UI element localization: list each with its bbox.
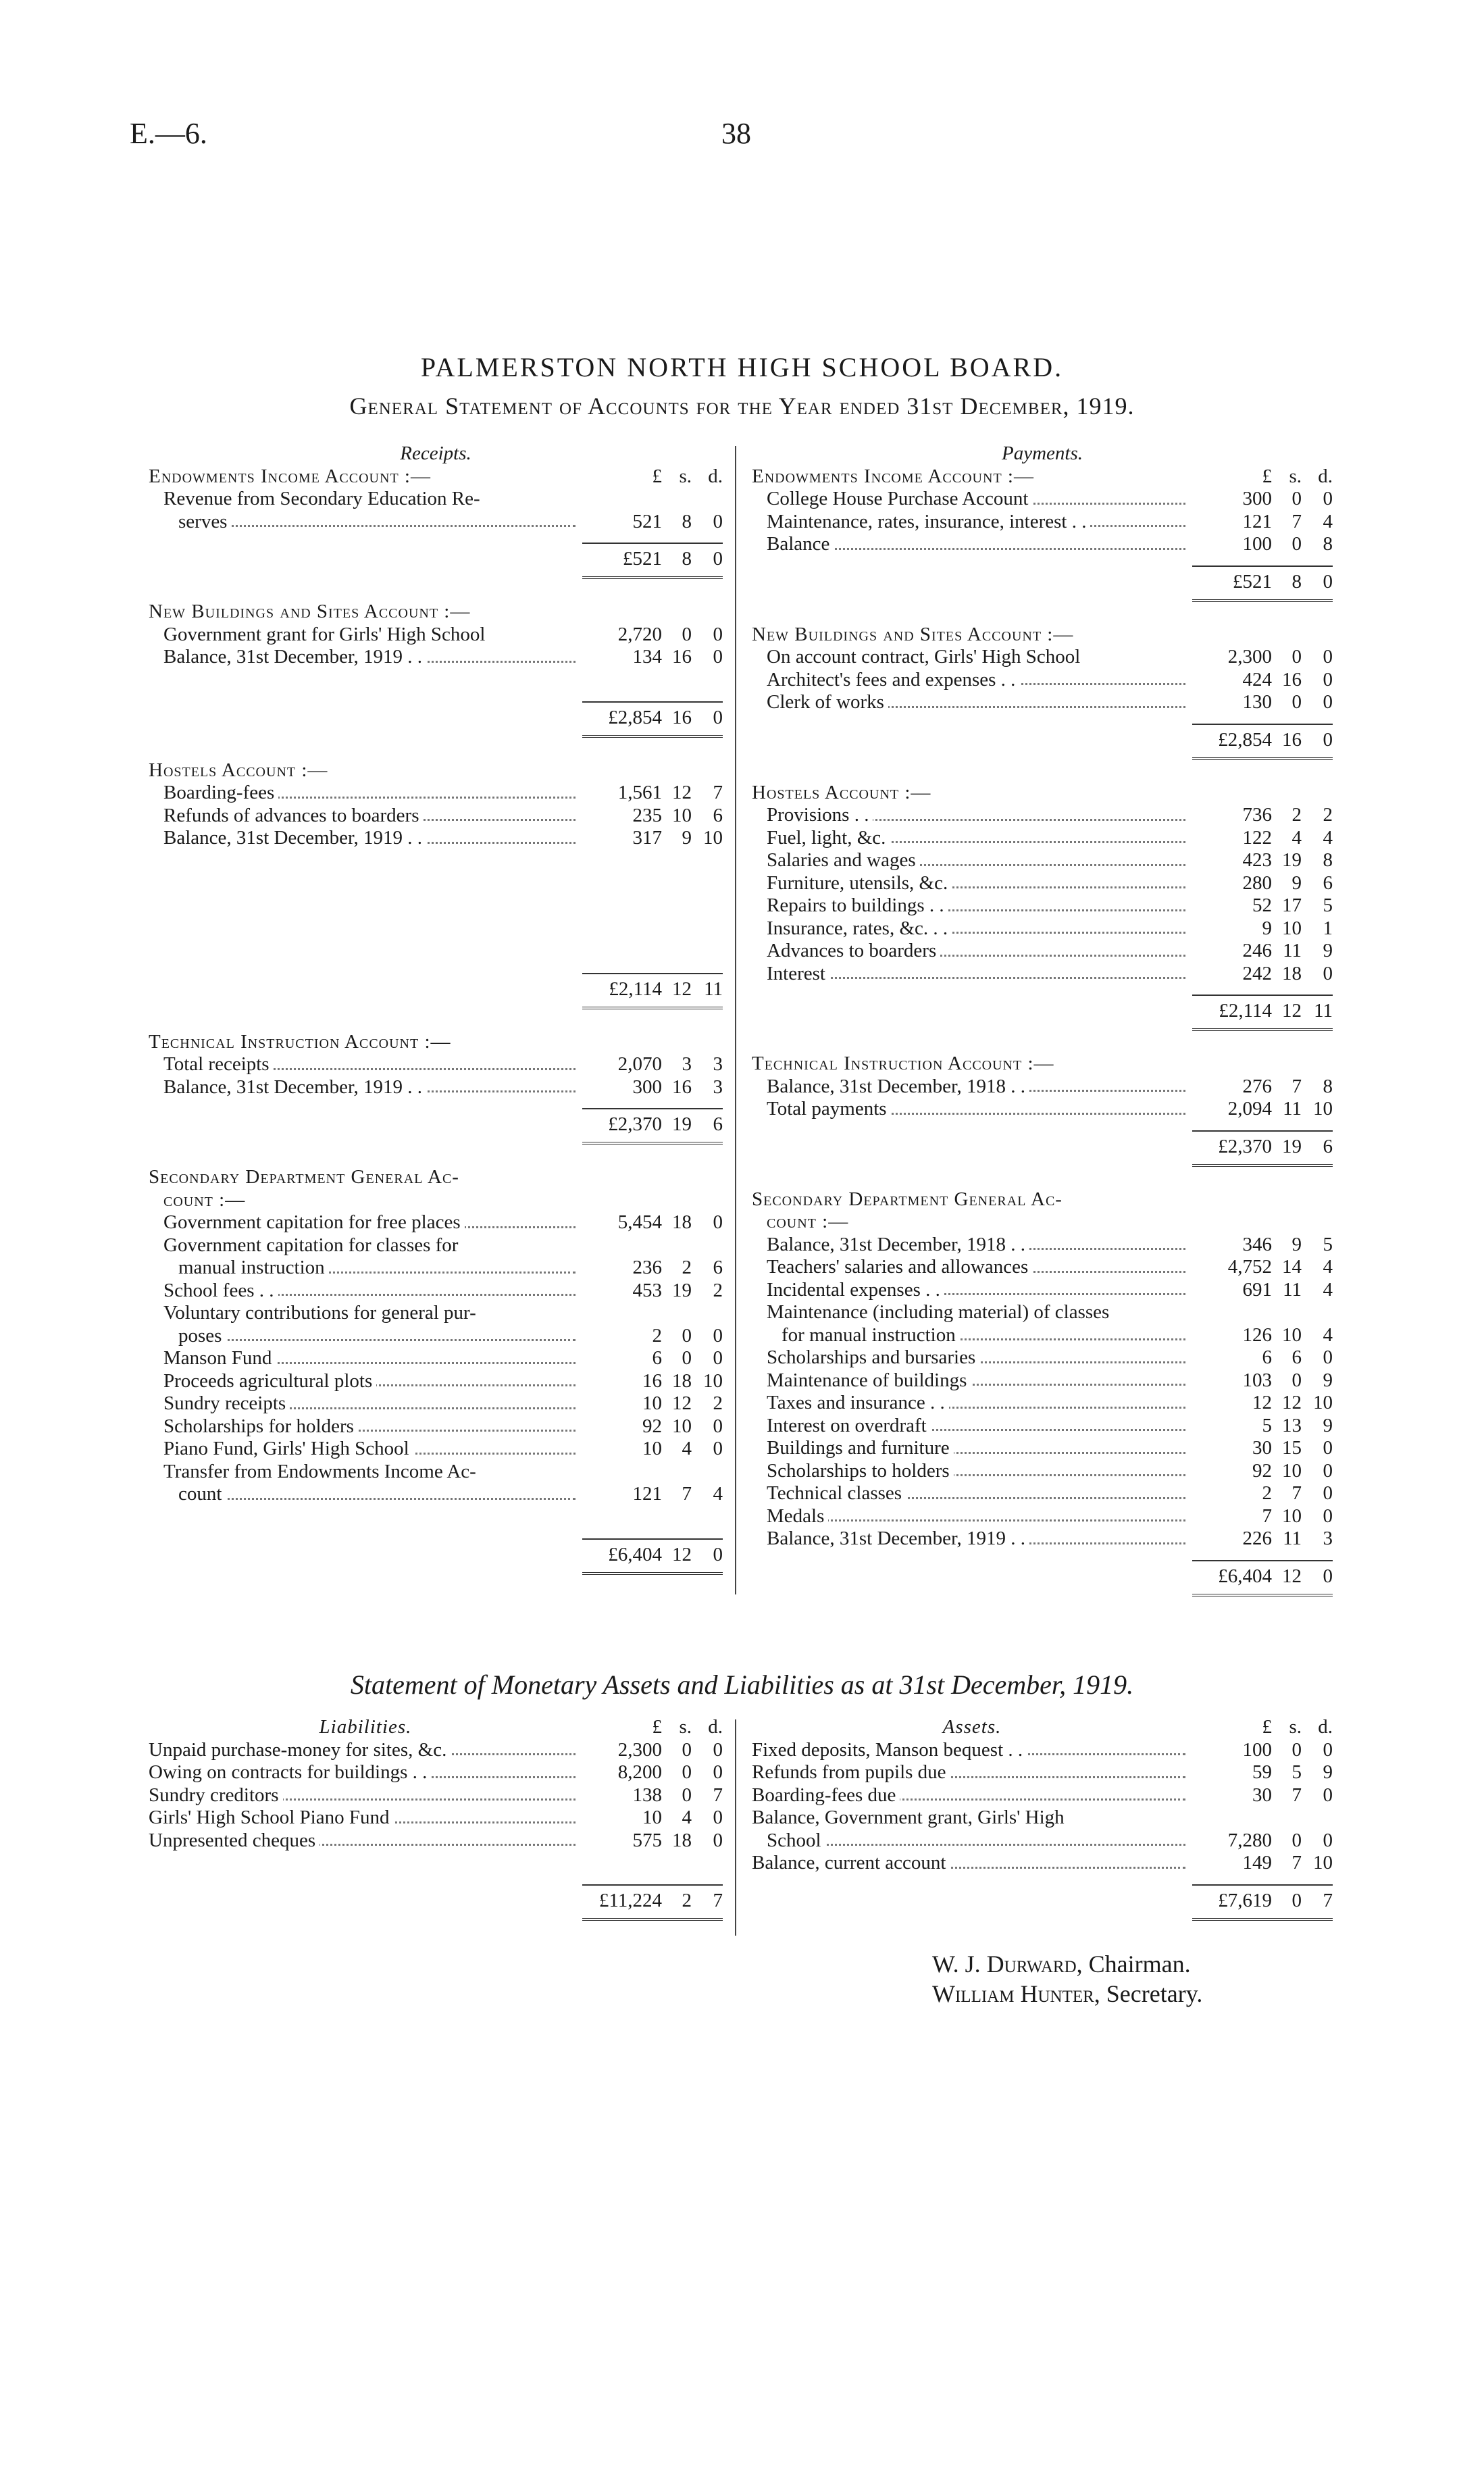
section-title-cont: count :— [767, 1211, 849, 1232]
payment-line [752, 669, 1333, 692]
receipt-line [149, 1347, 723, 1370]
line-amount: 92 10 0 [642, 1415, 723, 1437]
total-amount: £2,114 12 11 [1219, 1000, 1333, 1022]
pounds-heading: £ [1262, 465, 1272, 487]
line-amount: 2,720 0 0 [617, 623, 723, 645]
payments-column [752, 443, 1333, 1618]
payment-line [752, 1392, 1333, 1415]
line-amount: 6 0 0 [652, 1347, 723, 1369]
receipt-line [149, 1392, 723, 1415]
receipt-line [149, 827, 723, 850]
line-label: Revenue from Secondary Education Re- [163, 488, 582, 511]
line-amount: 276 7 8 [1242, 1075, 1333, 1097]
receipt-line [149, 1234, 723, 1257]
payment-line [752, 511, 1333, 534]
total-amount: £11,224 2 7 [598, 1890, 723, 1911]
payment-line [752, 1528, 1333, 1551]
line-amount: 130 0 0 [1242, 691, 1333, 713]
liabilities-heading: Liabilities. [319, 1716, 412, 1738]
asset-line [752, 1784, 1333, 1807]
secretary-name: William Hunter [932, 1980, 1094, 2007]
liability-line [149, 1830, 723, 1853]
line-label: Manson Fund [163, 1347, 582, 1370]
currency-headings [1192, 1716, 1333, 1739]
pounds-heading: £ [1262, 1716, 1272, 1738]
line-label: Technical classes [767, 1482, 1192, 1505]
line-amount: 7,280 0 0 [1227, 1829, 1333, 1851]
payments-heading: Payments. [1002, 443, 1083, 464]
line-label: Clerk of works [767, 691, 1192, 714]
line-label: Refunds from pupils due [752, 1761, 1192, 1784]
line-amount: 4,752 14 4 [1227, 1256, 1333, 1278]
shillings-heading: s. [1289, 465, 1302, 487]
line-label: Teachers' salaries and allowances [767, 1256, 1192, 1279]
line-label: Boarding-fees due [752, 1784, 1192, 1807]
line-amount: 134 16 0 [632, 646, 723, 668]
chairman-name: W. J. Durward [932, 1951, 1077, 1978]
section-title: New Buildings and Sites Account :— [752, 623, 1074, 645]
shillings-heading: s. [679, 465, 692, 487]
receipt-line [149, 1302, 723, 1325]
chairman-signature [932, 1949, 1202, 1979]
line-label: Incidental expenses . . [767, 1279, 1192, 1302]
line-label: Balance [767, 533, 1192, 556]
line-amount: 575 18 0 [632, 1829, 723, 1851]
line-amount: 235 10 6 [632, 804, 723, 826]
receipt-line [149, 1053, 723, 1076]
pounds-heading: £ [652, 1716, 662, 1738]
line-amount: 2,300 0 0 [617, 1738, 723, 1761]
section-total [149, 692, 723, 759]
line-label: poses [178, 1325, 582, 1348]
line-amount: 52 17 5 [1252, 895, 1333, 916]
payment-line [752, 1482, 1333, 1505]
line-amount: 8,200 0 0 [617, 1761, 723, 1783]
liabilities-column [149, 1716, 723, 1942]
section-total [149, 963, 723, 1031]
line-label: Government grant for Girls' High School [163, 624, 582, 647]
receipt-line [149, 782, 723, 805]
payment-line [752, 1324, 1333, 1347]
currency-headings [1192, 465, 1333, 488]
payment-line [752, 1415, 1333, 1438]
pence-heading: d. [708, 1716, 723, 1738]
line-amount: 300 0 0 [1242, 488, 1333, 509]
line-amount: 5 13 9 [1262, 1414, 1333, 1436]
total-amount: £6,404 12 0 [608, 1543, 723, 1565]
payment-line [752, 1505, 1333, 1528]
payment-line [752, 1301, 1333, 1324]
line-label: Girls' High School Piano Fund [149, 1807, 582, 1830]
receipt-line [149, 646, 723, 669]
line-amount: 59 5 9 [1252, 1761, 1333, 1783]
payment-line [752, 1256, 1333, 1279]
line-label: Government capitation for classes for [163, 1234, 723, 1257]
line-label: Balance, 31st December, 1919 . . [767, 1528, 1192, 1551]
receipt-line [149, 1257, 723, 1280]
payment-line [752, 849, 1333, 872]
line-label: Salaries and wages [767, 849, 1192, 872]
shillings-heading: s. [1289, 1716, 1302, 1738]
document-subtitle: General Statement of Accounts for the Year ended 31st December, 1919. [349, 393, 1135, 420]
line-label: Total receipts [163, 1053, 582, 1076]
line-amount: 2 0 0 [652, 1324, 723, 1347]
assets-column [752, 1716, 1333, 1942]
payment-line [752, 872, 1333, 895]
line-label: for manual instruction [782, 1324, 1192, 1347]
pounds-heading: £ [652, 465, 662, 487]
pence-heading: d. [708, 465, 723, 487]
payment-line [752, 1369, 1333, 1392]
asset-line [752, 1852, 1333, 1875]
line-amount: 2,070 3 3 [617, 1053, 723, 1075]
assets-header [752, 1716, 1333, 1739]
line-label: Fixed deposits, Manson bequest . . [752, 1739, 1192, 1762]
line-label: Refunds of advances to boarders [163, 805, 582, 828]
chairman-title: , Chairman. [1076, 1951, 1191, 1978]
total-amount: £2,114 12 11 [609, 978, 723, 1000]
line-label: Government capitation for free places [163, 1211, 582, 1234]
total-amount: £6,404 12 0 [1218, 1565, 1333, 1587]
receipt-line [149, 1461, 723, 1484]
line-amount: 300 16 3 [632, 1076, 723, 1098]
line-amount: 10 4 0 [642, 1807, 723, 1828]
line-amount: 424 16 0 [1242, 668, 1333, 690]
line-label: Balance, 31st December, 1919 . . [163, 646, 582, 669]
line-label: On account contract, Girls' High School [767, 646, 1192, 669]
payment-line [752, 1460, 1333, 1483]
line-label: manual instruction [178, 1257, 582, 1280]
section-title: Endowments Income Account :— [149, 465, 431, 487]
document-title: PALMERSTON NORTH HIGH SCHOOL BOARD. [420, 352, 1064, 382]
endowments-receipts-heading [149, 465, 723, 488]
line-label: Balance, Government grant, Girls' High [752, 1807, 1333, 1830]
section-title: Endowments Income Account :— [752, 465, 1034, 487]
total-amount: £2,370 19 6 [608, 1113, 723, 1135]
line-label: Balance, 31st December, 1919 . . [163, 1076, 582, 1099]
total-amount: £521 8 0 [1233, 570, 1333, 593]
line-amount: 736 2 2 [1242, 804, 1333, 826]
line-label: Maintenance of buildings [767, 1369, 1192, 1392]
section-title: New Buildings and Sites Account :— [149, 601, 471, 622]
section-total [149, 533, 723, 601]
payment-line [752, 827, 1333, 850]
currency-headings [582, 1716, 723, 1739]
receipt-line [149, 1438, 723, 1461]
line-label: Taxes and insurance . . [767, 1392, 1192, 1415]
liability-line [149, 1807, 723, 1830]
line-amount: 246 11 9 [1242, 940, 1333, 961]
total-amount: £2,854 16 0 [608, 706, 723, 728]
line-amount: 138 0 7 [632, 1784, 723, 1806]
line-label: Maintenance, rates, insurance, interest . . [767, 511, 1192, 534]
line-label: Boarding-fees [163, 782, 582, 805]
line-label: Insurance, rates, &c. . . [767, 917, 1192, 940]
pence-heading: d. [1318, 465, 1333, 487]
payment-line [752, 895, 1333, 917]
line-label: Medals [767, 1505, 1192, 1528]
section-title: Technical Instruction Account :— [149, 1030, 451, 1053]
receipt-line [149, 1483, 723, 1506]
payment-line [752, 1234, 1333, 1257]
line-amount: 100 0 0 [1242, 1738, 1333, 1761]
payment-line [752, 1347, 1333, 1369]
receipt-line [149, 1370, 723, 1393]
section-title: Secondary Department General Ac- [752, 1188, 1063, 1210]
total-amount: £2,854 16 0 [1218, 728, 1333, 751]
pence-heading: d. [1318, 1716, 1333, 1738]
receipts-heading: Receipts. [400, 443, 471, 464]
payment-line [752, 691, 1333, 714]
line-label: Unpresented cheques [149, 1830, 582, 1853]
line-amount: 16 18 10 [642, 1369, 723, 1392]
line-label: Sundry creditors [149, 1784, 582, 1807]
section-total [752, 556, 1333, 624]
section-title: Secondary Department General Ac- [149, 1166, 459, 1188]
line-amount: 10 4 0 [642, 1438, 723, 1459]
endowments-payments-heading [752, 465, 1333, 488]
column-divider [735, 446, 736, 1594]
total-amount: £521 8 0 [623, 548, 723, 570]
line-amount: 453 19 2 [632, 1279, 723, 1301]
liabilities-header [149, 1716, 723, 1739]
line-amount: 121 7 4 [1242, 510, 1333, 532]
line-amount: 5,454 18 0 [617, 1211, 723, 1233]
line-amount: 9 10 1 [1262, 917, 1333, 939]
line-label: Unpaid purchase-money for sites, &c. [149, 1739, 582, 1762]
line-label: School fees . . [163, 1280, 582, 1303]
asset-line [752, 1830, 1333, 1853]
liability-line [149, 1784, 723, 1807]
line-label: Total payments [767, 1098, 1192, 1121]
page-number: 38 [721, 117, 751, 150]
line-amount: 121 7 4 [632, 1483, 723, 1505]
line-amount: 2,300 0 0 [1227, 646, 1333, 668]
assets-heading: Assets. [942, 1716, 1002, 1738]
line-label: Interest on overdraft [767, 1415, 1192, 1438]
line-amount: 126 10 4 [1242, 1324, 1333, 1346]
line-amount: 1,561 12 7 [617, 782, 723, 803]
receipts-column [149, 443, 723, 1596]
asset-line [752, 1739, 1333, 1762]
asset-line [752, 1807, 1333, 1830]
line-label: Provisions . . [767, 804, 1192, 827]
payment-line [752, 488, 1333, 511]
section-title: Hostels Account :— [149, 759, 328, 781]
line-amount: 346 9 5 [1242, 1233, 1333, 1255]
line-label: Scholarships and bursaries [767, 1347, 1192, 1369]
statement-divider [735, 1719, 736, 1936]
line-label: College House Purchase Account [767, 488, 1192, 511]
signatures [932, 1949, 1202, 2009]
assets-total [752, 1875, 1333, 1942]
line-label: Balance, 31st December, 1918 . . [767, 1234, 1192, 1257]
line-label: Scholarships to holders [767, 1460, 1192, 1483]
line-amount: 317 9 10 [632, 827, 723, 849]
line-amount: 423 19 8 [1242, 849, 1333, 871]
line-label: Repairs to buildings . . [767, 895, 1192, 917]
receipt-line [149, 1325, 723, 1348]
line-amount: 30 7 0 [1252, 1784, 1333, 1806]
line-label: Scholarships for holders [163, 1415, 582, 1438]
line-label: serves [178, 511, 582, 534]
asset-line [752, 1761, 1333, 1784]
section-title: Technical Instruction Account :— [752, 1053, 1054, 1074]
page-reference: E.—6. [130, 117, 207, 150]
line-label: Maintenance (including material) of classes [767, 1301, 1333, 1324]
receipt-line [149, 805, 723, 828]
section-total [149, 1529, 723, 1596]
line-amount: 100 0 8 [1242, 533, 1333, 555]
receipt-line [149, 624, 723, 647]
liabilities-total [149, 1875, 723, 1942]
line-amount: 226 11 3 [1242, 1528, 1333, 1549]
line-amount: 6 6 0 [1262, 1347, 1333, 1368]
receipt-line [149, 488, 723, 511]
payment-line [752, 1076, 1333, 1099]
line-amount: 2 7 0 [1262, 1482, 1333, 1504]
section-total [149, 1099, 723, 1166]
line-amount: 7 10 0 [1262, 1505, 1333, 1527]
secretary-signature [932, 1979, 1202, 2009]
line-label: Balance, current account [752, 1852, 1192, 1875]
line-amount: 236 2 6 [632, 1257, 723, 1278]
line-amount: 92 10 0 [1252, 1459, 1333, 1482]
line-amount: 2,094 11 10 [1227, 1098, 1333, 1119]
line-amount: 280 9 6 [1242, 872, 1333, 894]
payment-line [752, 533, 1333, 556]
shillings-heading: s. [679, 1716, 692, 1738]
line-amount: 122 4 4 [1242, 826, 1333, 849]
line-label: Balance, 31st December, 1918 . . [767, 1076, 1192, 1099]
line-label: Buildings and furniture [767, 1437, 1192, 1460]
line-label: count [178, 1483, 582, 1506]
line-amount: 10 12 2 [642, 1392, 723, 1414]
payment-line [752, 1279, 1333, 1302]
line-label: Furniture, utensils, &c. [767, 872, 1192, 895]
total-amount: £7,619 0 7 [1218, 1889, 1333, 1911]
line-label: Voluntary contributions for general pur- [163, 1302, 723, 1325]
payment-line [752, 963, 1333, 986]
line-amount: 242 18 0 [1242, 962, 1333, 984]
liability-line [149, 1739, 723, 1762]
currency-headings [582, 465, 723, 488]
line-amount: 691 11 4 [1242, 1278, 1333, 1301]
line-amount: 12 12 10 [1252, 1392, 1333, 1413]
line-label: Advances to boarders [767, 940, 1192, 963]
secretary-title: , Secretary. [1094, 1980, 1203, 2007]
receipt-line [149, 1415, 723, 1438]
section-total [752, 1121, 1333, 1188]
section-total [752, 714, 1333, 782]
line-label: Owing on contracts for buildings . . [149, 1761, 582, 1784]
section-total [752, 985, 1333, 1053]
line-label: Transfer from Endowments Income Ac- [163, 1461, 723, 1484]
line-amount: 30 15 0 [1252, 1437, 1333, 1459]
receipt-line [149, 1211, 723, 1234]
liability-line [149, 1761, 723, 1784]
line-label: Fuel, light, &c. [767, 827, 1192, 850]
line-amount: 521 8 0 [632, 510, 723, 532]
line-label: Proceeds agricultural plots [163, 1370, 582, 1393]
section-total [752, 1551, 1333, 1618]
section-title: Hostels Account :— [752, 781, 931, 803]
payment-line [752, 804, 1333, 827]
line-amount: 103 0 9 [1242, 1369, 1333, 1391]
payment-line [752, 917, 1333, 940]
line-label: Balance, 31st December, 1919 . . [163, 827, 582, 850]
receipt-line [149, 511, 723, 534]
line-label: Architect's fees and expenses . . [767, 669, 1192, 692]
line-amount: 149 7 10 [1242, 1852, 1333, 1873]
payment-line [752, 940, 1333, 963]
section-title-cont: count :— [163, 1188, 246, 1211]
line-label: Piano Fund, Girls' High School [163, 1438, 582, 1461]
payment-line [752, 646, 1333, 669]
line-label: Sundry receipts [163, 1392, 582, 1415]
statement-title: Statement of Monetary Assets and Liabilities as at 31st December, 1919. [350, 1669, 1134, 1700]
receipt-line [149, 1280, 723, 1303]
payment-line [752, 1437, 1333, 1460]
total-amount: £2,370 19 6 [1218, 1135, 1333, 1157]
receipt-line [149, 1076, 723, 1099]
line-label: Interest [767, 963, 1192, 986]
line-label: School [767, 1830, 1192, 1853]
payment-line [752, 1098, 1333, 1121]
